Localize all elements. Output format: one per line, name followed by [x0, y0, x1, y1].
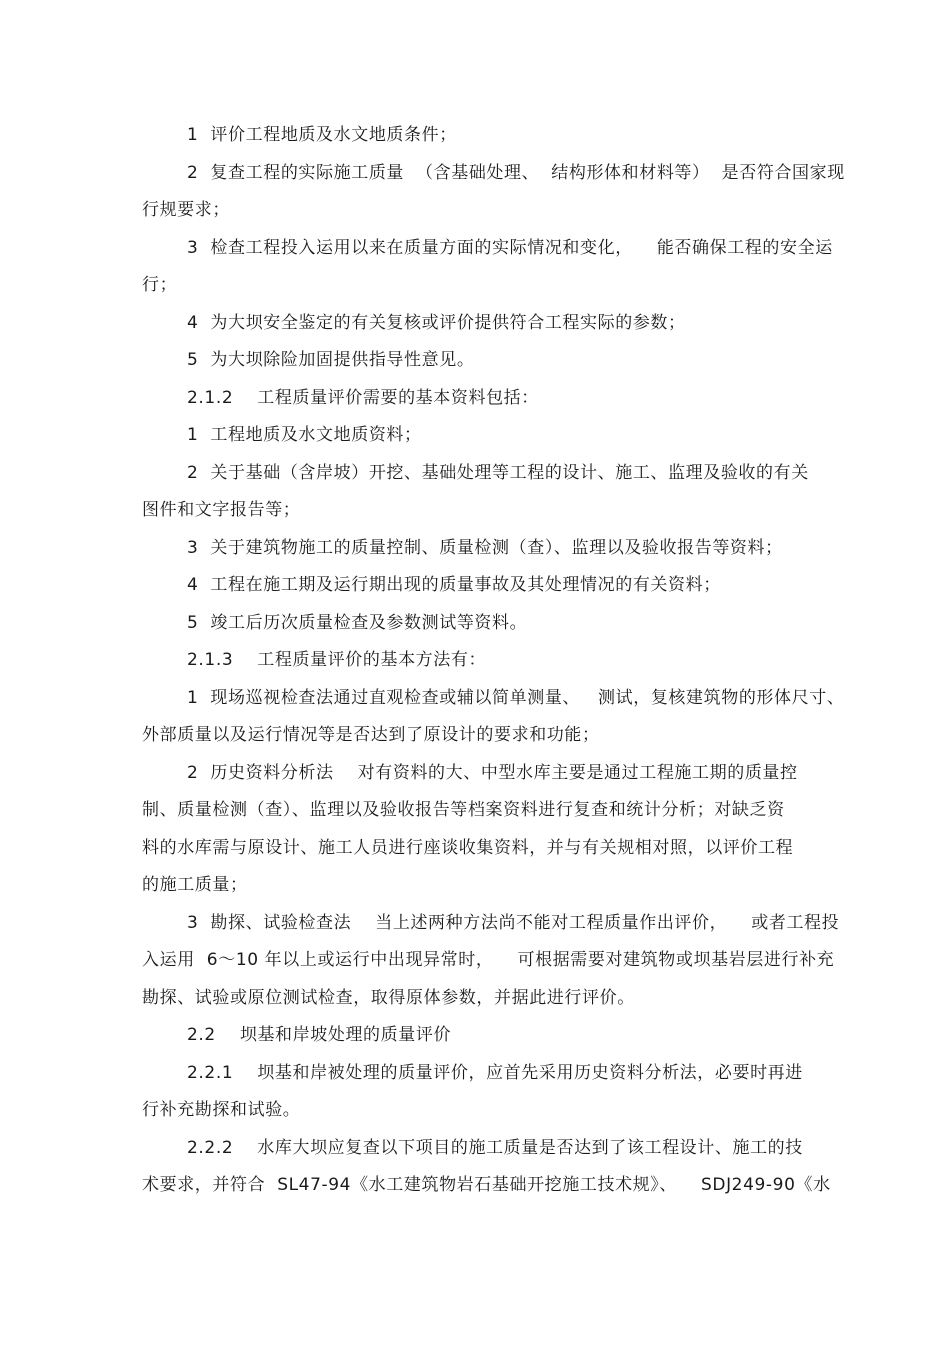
text-line: 制、质量检测（查）、监理以及验收报告等档案资料进行复查和统计分析；对缺乏资: [142, 800, 785, 820]
text-line: 4 为大坝安全鉴定的有关复核或评价提供符合工程实际的参数；: [187, 313, 686, 333]
section-heading: 2.1.2 工程质量评价需要的基本资料包括：: [187, 388, 539, 408]
text-line: 1 评价工程地质及水文地质条件；: [187, 125, 457, 145]
text-line: 图件和文字报告等；: [142, 500, 301, 520]
section-heading: 2.2 坝基和岸坡处理的质量评价: [187, 1025, 452, 1045]
text-line: 2 复查工程的实际施工质量 （含基础处理、 结构形体和材料等） 是否符合国家现: [187, 163, 845, 183]
text-line: 2 历史资料分析法 对有资料的大、中型水库主要是通过工程施工期的质量控: [187, 763, 798, 783]
text-line: 的施工质量；: [142, 875, 248, 895]
section-heading: 2.2.2 水库大坝应复查以下项目的施工质量是否达到了该工程设计、施工的技: [187, 1138, 803, 1158]
text-line: 5 竣工后历次质量检查及参数测试等资料。: [187, 613, 528, 633]
text-line: 3 关于建筑物施工的质量控制、质量检测（查）、监理以及验收报告等资料；: [187, 538, 783, 558]
text-line: 4 工程在施工期及运行期出现的质量事故及其处理情况的有关资料；: [187, 575, 721, 595]
text-line: 2 关于基础（含岸坡）开挖、基础处理等工程的设计、施工、监理及验收的有关: [187, 463, 809, 483]
text-line: 3 检查工程投入运用以来在质量方面的实际情况和变化， 能否确保工程的安全运: [187, 238, 833, 258]
text-line: 外部质量以及运行情况等是否达到了原设计的要求和功能；: [142, 725, 600, 745]
text-line: 勘探、试验或原位测试检查，取得原体参数，并据此进行评价。: [142, 988, 635, 1008]
section-heading: 2.2.1 坝基和岸被处理的质量评价，应首先采用历史资料分析法，必要时再进: [187, 1063, 803, 1083]
text-line: 1 现场巡视检查法通过直观检查或辅以简单测量、 测试，复核建筑物的形体尺寸、: [187, 688, 845, 708]
section-heading: 2.1.3 工程质量评价的基本方法有：: [187, 650, 487, 670]
text-line: 3 勘探、试验检查法 当上述两种方法尚不能对工程质量作出评价， 或者工程投: [187, 913, 840, 933]
text-line: 行补充勘探和试验。: [142, 1100, 301, 1120]
text-line: 5 为大坝除险加固提供指导性意见。: [187, 350, 475, 370]
text-line: 行；: [142, 275, 178, 295]
text-line: 1 工程地质及水文地质资料；: [187, 425, 422, 445]
text-line: 行规要求；: [142, 200, 230, 220]
text-line: 入运用 6～10 年以上或运行中出现异常时， 可根据需要对建筑物或坝基岩层进行补充: [142, 950, 835, 970]
text-line: 料的水库需与原设计、施工人员进行座谈收集资料，并与有关规相对照，以评价工程: [142, 838, 794, 858]
text-line: 术要求，并符合 SL47-94《水工建筑物岩石基础开挖施工技术规》、 SDJ249-90《水: [142, 1175, 831, 1195]
